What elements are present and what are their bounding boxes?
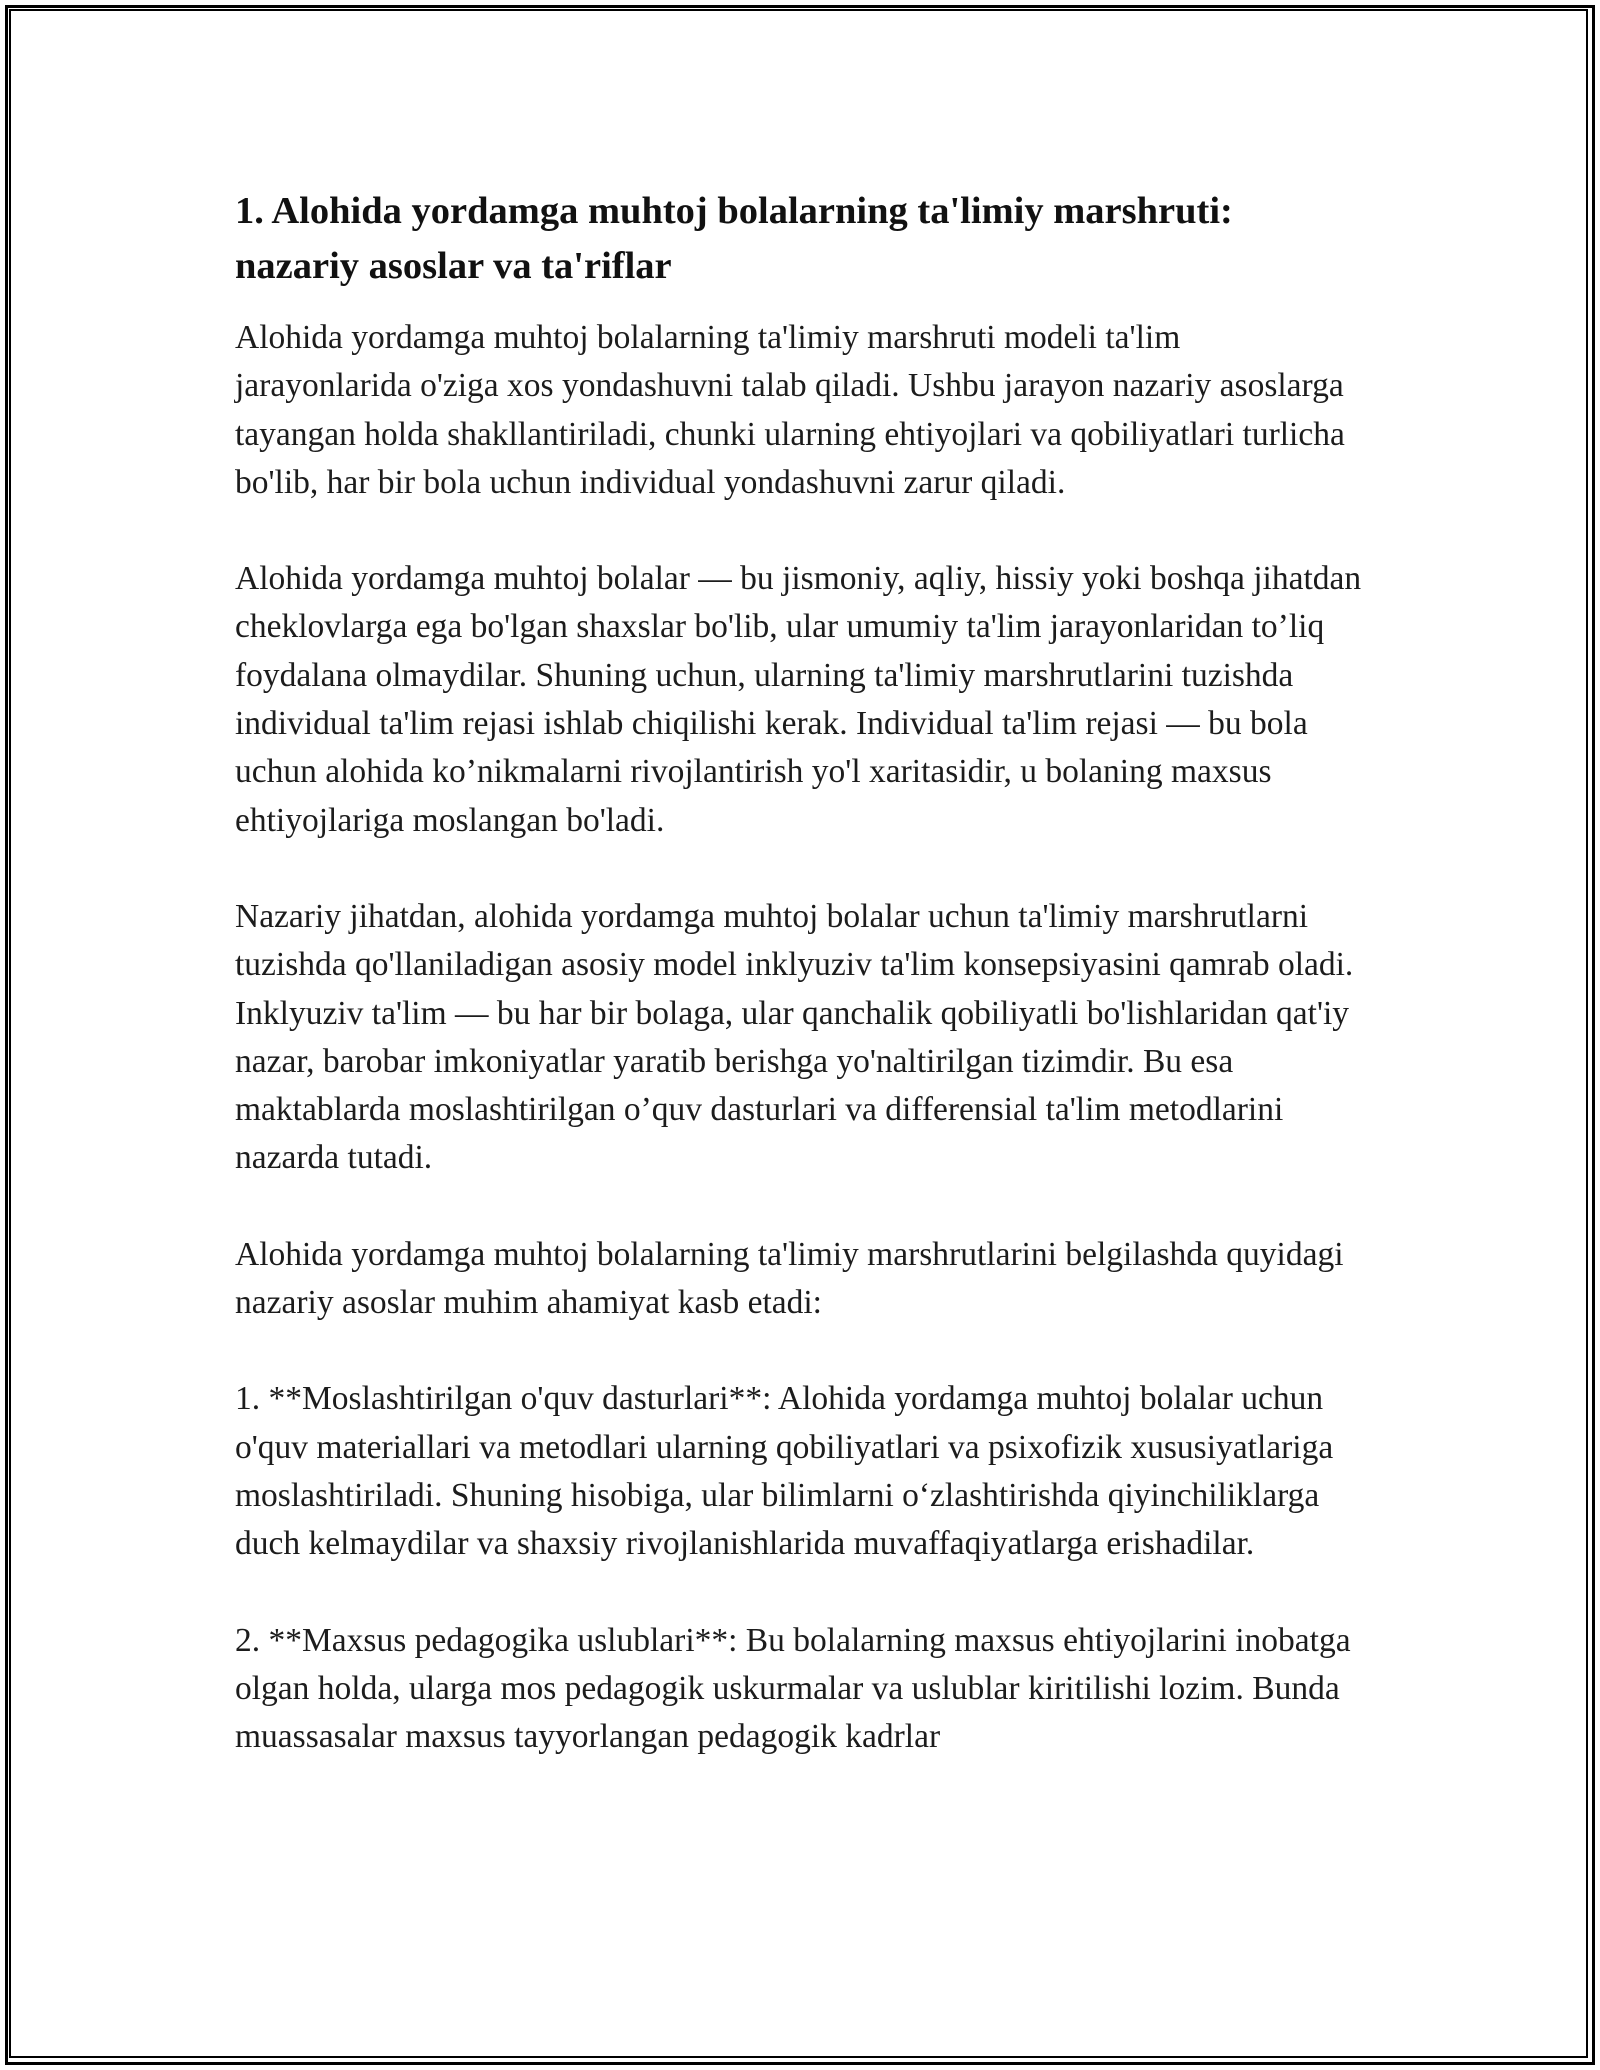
paragraph-foundations-lead: Alohida yordamga muhtoj bolalarning ta'limiy marshrutlarini belgilashda quyidagi nazariy asoslar muhim ahamiyat kasb etadi:	[235, 1235, 1344, 1322]
list-item-special-pedagogy: 2. **Maxsus pedagogika uslublari**: Bu bolalarning maxsus ehtiyojlarini inobatga olgan holda, ularga mos pedagogik uskurmalar va uslublar kiritilishi lozim. Bunda muassasalar maxsus tayyorlangan pedagogik kadrlar	[235, 1621, 1351, 1756]
document-body	[235, 184, 1365, 1809]
section-heading: 1. Alohida yordamga muhtoj bolalarning ta'limiy marshruti: nazariy asoslar va ta'riflar	[235, 190, 1233, 287]
paragraph-intro: Alohida yordamga muhtoj bolalarning ta'limiy marshruti modeli ta'lim jarayonlarida o'ziga xos yondashuvni talab qiladi. Ushbu jarayon nazariy asoslarga tayangan holda shakllantiriladi, chunki ularning ehtiyojlari va qobiliyatlari turlicha bo'lib, har bir bola uchun individual yondashuvni zarur qiladi.	[235, 319, 1345, 501]
paragraph-definition: Alohida yordamga muhtoj bolalar — bu jismoniy, aqliy, hissiy yoki boshqa jihatdan cheklovlarga ega bo'lgan shaxslar bo'lib, ular umumiy ta'lim jarayonlaridan to’liq foydalana olmaydilar. Shuning uchun, ularning ta'limiy marshrutlarini tuzishda individual ta'lim rejasi ishlab chiqilishi kerak. Individual ta'lim rejasi — bu bola uchun alohida ko’nikmalarni rivojlantirish yo'l xaritasidir, u bolaning maxsus ehtiyojlariga moslangan bo'ladi.	[235, 560, 1362, 839]
list-item-adapted-curricula: 1. **Moslashtirilgan o'quv dasturlari**: Alohida yordamga muhtoj bolalar uchun o'quv materiallari va metodlari ularning qobiliyatlari va psixofizik xususiyatlariga moslashtiriladi. Shuning hisobiga, ular bilimlarni o‘zlashtirishda qiyinchiliklarga duch kelmaydilar va shaxsiy rivojlanishlarida muvaffaqiyatlarga erishadilar.	[235, 1380, 1334, 1563]
paragraph-inclusive-education: Nazariy jihatdan, alohida yordamga muhtoj bolalar uchun ta'limiy marshrutlarni tuzishda qo'llaniladigan asosiy model inklyuziv ta'lim konsepsiyasini qamrab oladi. Inklyuziv ta'lim — bu har bir bolaga, ular qanchalik qobiliyatli bo'lishlaridan qat'iy nazar, barobar imkoniyatlar yaratib berishga yo'naltirilgan tizimdir. Bu esa maktablarda moslashtirilgan o’quv dasturlari va differensial ta'lim metodlarini nazarda tutadi.	[235, 897, 1354, 1177]
